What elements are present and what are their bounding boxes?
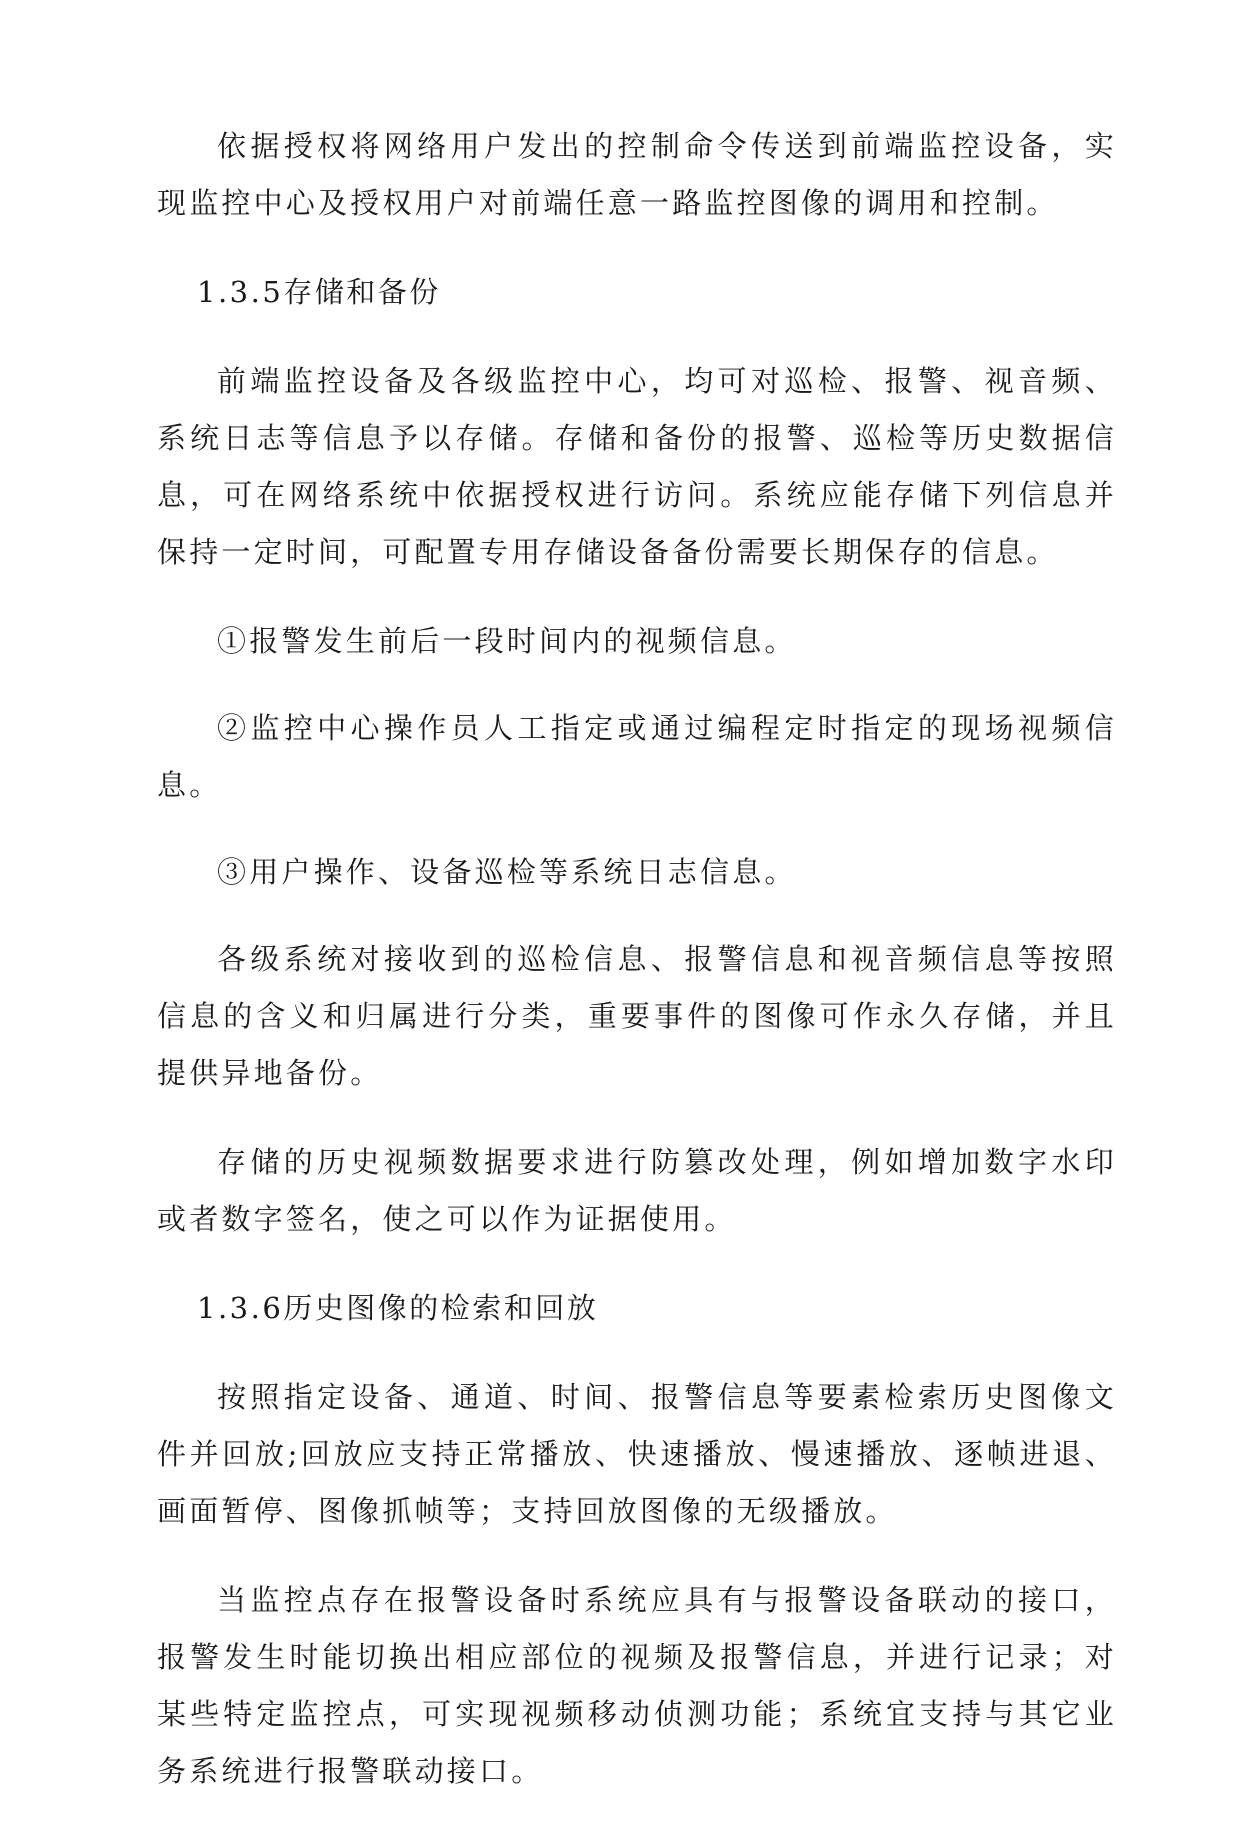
section-heading-1-3-6: 1.3.6历史图像的检索和回放 [197, 1291, 599, 1325]
paragraph-alarm-linkage: 当监控点存在报警设备时系统应具有与报警设备联动的接口，报警发生时能切换出相应部位的视频及报警信息，并进行记录；对某些特定监控点，可实现视频移动侦测功能；系统宜支持与其它业务系统进行报警联动接口。 [157, 1583, 1117, 1788]
list-item-system-logs: ③用户操作、设备巡检等系统日志信息。 [217, 855, 797, 889]
paragraph-tamper-proof: 存储的历史视频数据要求进行防篡改处理，例如增加数字水印或者数字签名，使之可以作为证据使用。 [157, 1145, 1117, 1236]
paragraph-retrieval-playback: 按照指定设备、通道、时间、报警信息等要素检索历史图像文件并回放;回放应支持正常播放、快速播放、慢速播放、逐帧进退、画面暂停、图像抓帧等；支持回放图像的无级播放。 [157, 1380, 1117, 1528]
list-item-operator-video: ②监控中心操作员人工指定或通过编程定时指定的现场视频信息。 [157, 711, 1117, 802]
document-body [157, 118, 1117, 1832]
paragraph-classification: 各级系统对接收到的巡检信息、报警信息和视音频信息等按照信息的含义和归属进行分类，重要事件的图像可作永久存储，并且提供异地备份。 [157, 942, 1117, 1090]
list-item-alarm-video: ①报警发生前后一段时间内的视频信息。 [217, 624, 797, 658]
section-heading-1-3-5: 1.3.5存储和备份 [197, 275, 441, 309]
paragraph-storage-overview: 前端监控设备及各级监控中心，均可对巡检、报警、视音频、系统日志等信息予以存储。存储和备份的报警、巡检等历史数据信息，可在网络系统中依据授权进行访问。系统应能存储下列信息并保持一定时间，可配置专用存储设备备份需要长期保存的信息。 [157, 364, 1117, 569]
paragraph-control-commands: 依据授权将网络用户发出的控制命令传送到前端监控设备，实现监控中心及授权用户对前端任意一路监控图像的调用和控制。 [157, 129, 1117, 220]
